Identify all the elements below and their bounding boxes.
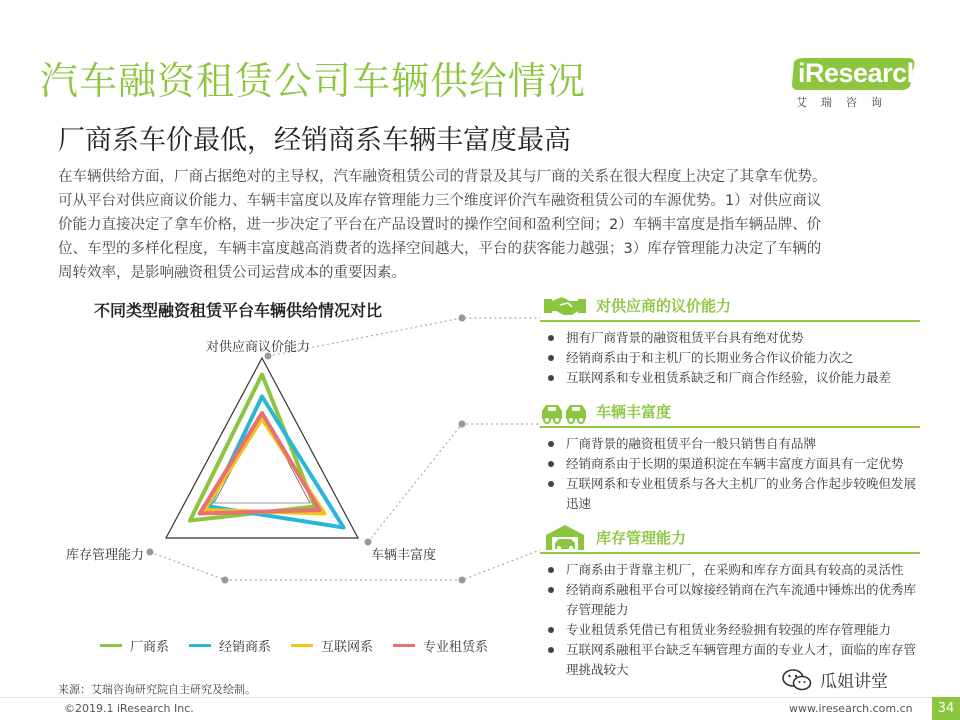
legend-label: 互联网系	[321, 640, 374, 655]
list-item: 厂商系由于背靠主机厂，在采购和库存方面具有较高的灵活性	[540, 560, 920, 580]
wechat-account-name: 瓜姐讲堂	[820, 672, 888, 692]
page-subtitle: 厂商系车价最低，经销商系车辆丰富度最高	[58, 125, 571, 156]
list-item: 经销商系融租平台可以嫁接经销商在汽车流通中锤炼出的优秀库存管理能力	[540, 580, 920, 620]
section-list	[540, 434, 920, 514]
connector-line-2	[150, 550, 540, 580]
logo-text: iResearch	[798, 58, 923, 88]
intro-line: 在车辆供给方面，厂商占据绝对的主导权，汽车融资租赁公司的背景及其与厂商的关系在很大程度上决定了其拿车优势。	[58, 169, 827, 185]
logo-subtext: 艾瑞咨询	[796, 96, 896, 109]
legend-swatch	[393, 644, 415, 647]
legend-item-internet	[291, 636, 373, 655]
intro-line: 位、车型的多样化程度，车辆丰富度越高消费者的选择空间越大，平台的获客能力越强；3）库存管理能力决定了车辆的	[58, 241, 822, 257]
connector-dot	[147, 549, 154, 556]
cars-icon	[540, 396, 590, 426]
garage-icon	[540, 522, 590, 552]
legend-item-dealer	[189, 636, 271, 655]
intro-line: 可从平台对供应商议价能力、车辆丰富度以及库存管理能力三个维度评价汽车融资租赁公司的车源优势。1）对供应商议	[58, 193, 822, 209]
section-list	[540, 328, 920, 388]
list-item: 互联网系融租平台缺乏车辆管理方面的专业人才，面临的库存管理挑战较大	[540, 640, 920, 680]
legend-label: 经销商系	[219, 640, 272, 655]
legend-item-oem	[100, 636, 169, 655]
intro-line: 价能力直接决定了拿车价格，进一步决定了平台在产品设置时的操作空间和盈利空间；2）车辆丰富度是指车辆品牌、价	[58, 217, 822, 233]
section-variety	[540, 396, 920, 514]
section-header	[540, 396, 920, 428]
section-inventory	[540, 522, 920, 680]
page-title: 汽车融资租赁公司车辆供给情况	[40, 59, 587, 103]
section-bargaining	[540, 290, 920, 388]
section-title: 对供应商的议价能力	[596, 296, 732, 315]
list-item: 互联网系和专业租赁系与各大主机厂的业务合作起步较晚但发展迅速	[540, 474, 920, 514]
legend-swatch	[291, 644, 313, 647]
axis-label-bargaining: 对供应商议价能力	[206, 340, 311, 355]
connector-dot	[459, 315, 466, 322]
axis-label-inventory: 库存管理能力	[66, 548, 145, 563]
source-note: 来源：艾瑞咨询研究院自主研究及绘制。	[58, 683, 256, 696]
chart-title: 不同类型融资租赁平台车辆供给情况对比	[94, 301, 383, 320]
legend-swatch	[100, 644, 122, 647]
list-item: 拥有厂商背景的融资租赁平台具有绝对优势	[540, 328, 920, 348]
copyright-text: ©2019.1 iResearch Inc.	[64, 702, 194, 715]
list-item: 经销商系由于长期的渠道积淀在车辆丰富度方面具有一定优势	[540, 454, 920, 474]
list-item: 专业租赁系凭借已有租赁业务经验拥有较强的库存管理能力	[540, 620, 920, 640]
connector-line-1	[368, 424, 540, 542]
list-item: 互联网系和专业租赁系缺乏和厂商合作经验，议价能力最差	[540, 368, 920, 388]
section-list	[540, 560, 920, 680]
wechat-icon	[782, 668, 812, 692]
legend-label: 厂商系	[130, 640, 170, 655]
section-header	[540, 522, 920, 554]
section-title: 库存管理能力	[596, 528, 687, 547]
axis-label-variety: 车辆丰富度	[371, 548, 437, 563]
footer-divider	[0, 697, 960, 698]
page-number: 34	[932, 697, 960, 720]
connector-dot	[459, 577, 466, 584]
wechat-watermark	[782, 667, 888, 692]
list-item: 厂商背景的融资租赁平台一般只销售自有品牌	[540, 434, 920, 454]
connector-dot	[459, 421, 466, 428]
legend-item-leasing	[393, 636, 488, 655]
legend-label: 专业租赁系	[423, 640, 489, 655]
chart-legend	[100, 636, 488, 655]
connector-dot	[222, 577, 229, 584]
legend-swatch	[189, 644, 211, 647]
list-item: 经销商系由于和主机厂的长期业务合作议价能力次之	[540, 348, 920, 368]
section-header	[540, 290, 920, 322]
website-url: www.iresearch.com.cn	[789, 702, 913, 715]
intro-line: 周转效率，是影响融资租赁公司运营成本的重要因素。	[58, 265, 406, 281]
handshake-icon	[540, 290, 590, 320]
section-title: 车辆丰富度	[596, 402, 672, 421]
